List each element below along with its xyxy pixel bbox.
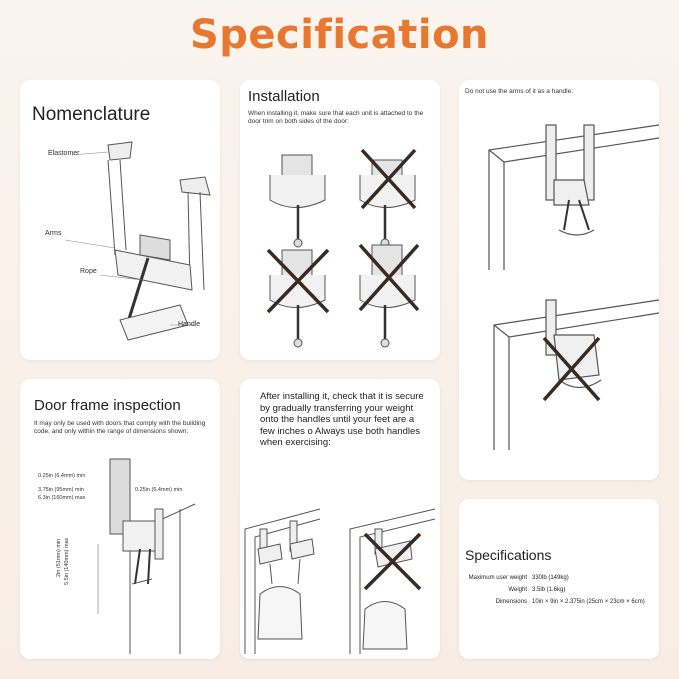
door-frame-diagram [20,379,220,659]
page-title: Specification [189,12,490,58]
after-install-text: After installing it, check that it is secure by gradually transferring your weight onto the handles until your feet are a few inches o Always use both handles when exercising: [260,391,424,448]
door-frame-card [20,379,220,659]
dim-depth-min: 2in (51mm) min [56,538,62,577]
warning-diagrams [459,80,659,480]
door-frame-text: It may only be used with doors that comply with the building code, and only within the range of dimensions shown: [34,420,206,435]
spec-label: Maximum user weight [468,575,527,581]
specifications-card [459,499,659,659]
installation-diagrams [240,80,440,360]
nomenclature-card [20,80,220,360]
specifications-heading: Specifications [465,547,552,563]
warning-card [459,80,659,480]
spec-label: Dimensions [495,599,527,605]
label-rope: Rope [80,268,97,275]
warning-text: Do not use the arms of it as a handle: [465,88,574,95]
after-install-card [240,379,440,659]
dim-top-right: 0.25in (6.4mm) min [135,487,183,493]
installation-text: When installing it, make sure that each unit is attached to the door trim on both sides of the door: [248,110,424,125]
after-install-diagrams [240,379,440,659]
spec-label: Weight [508,587,527,593]
nomenclature-heading: Nomenclature [32,104,151,125]
dim-width-min: 3.75in (95mm) min [38,487,84,493]
label-handle: Handle [178,321,201,328]
dim-depth-max: 5.5in (140mm) max [64,537,70,585]
spec-value: 3.5lb (1.6kg) [532,587,566,593]
spec-value: 10in × 9in × 2.375in (25cm × 23cm × 6cm) [532,599,645,605]
installation-heading: Installation [248,88,320,105]
door-frame-heading: Door frame inspection [34,397,181,414]
nomenclature-diagram [20,80,220,360]
dim-top-left: 0.25in (6.4mm) min [38,473,86,479]
dim-width-max: 6.3in (160mm) max [38,495,86,501]
label-elastomer: Elastomer [48,150,80,157]
spec-value: 330lb (149kg) [532,575,569,581]
label-arms: Arms [45,230,62,237]
installation-card [240,80,440,360]
